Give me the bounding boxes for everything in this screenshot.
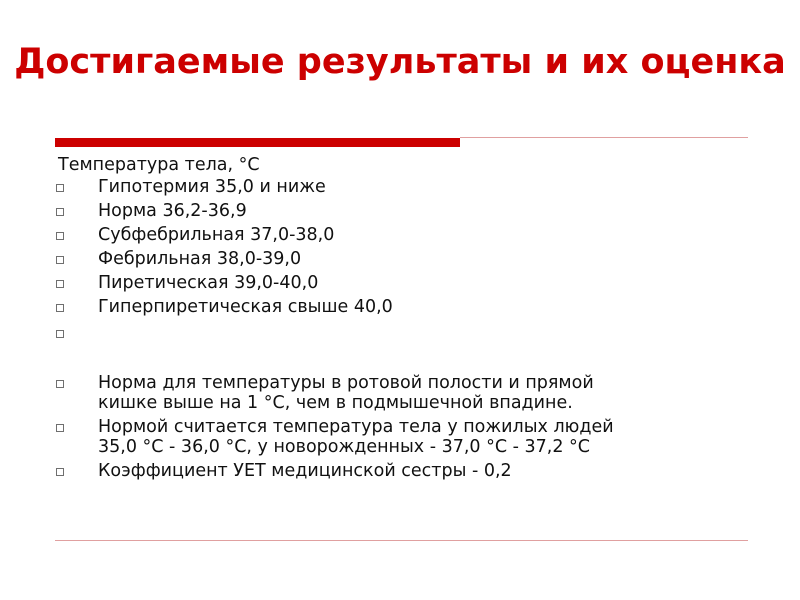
bullet-icon [56, 468, 64, 476]
bottom-rule [55, 540, 748, 541]
list-item-text: Коэффициент УЕТ медицинской сестры - 0,2 [98, 461, 512, 481]
bullet-icon [56, 256, 64, 264]
bullet-icon [56, 208, 64, 216]
list-item-text: Нормой считается температура тела у пожилых людей 35,0 °С - 36,0 °С, у новорожденных - 37,0 °С - 37,2 °С [98, 417, 614, 457]
bullet-icon [56, 380, 64, 388]
list-item-text: Гиперпиретическая свыше 40,0 [98, 297, 393, 317]
title-underline-bar [55, 138, 460, 147]
bullet-icon [56, 304, 64, 312]
bullet-icon [56, 424, 64, 432]
list-item-text: Субфебрильная 37,0-38,0 [98, 225, 335, 245]
list-item-text: Пиретическая 39,0-40,0 [98, 273, 319, 293]
bullet-icon [56, 184, 64, 192]
bullet-icon [56, 232, 64, 240]
bullet-icon [56, 280, 64, 288]
slide-title: Достигаемые результаты и их оценка [14, 42, 786, 82]
title-underline-rule [460, 137, 748, 138]
list-item-text: Норма 36,2-36,9 [98, 201, 247, 221]
list-heading: Температура тела, °С [58, 155, 260, 175]
list-item-text: Норма для температуры в ротовой полости и прямой кишке выше на 1 °С, чем в подмышечной впадине. [98, 373, 594, 413]
list-item-text: Фебрильная 38,0-39,0 [98, 249, 302, 269]
list-item-text: Гипотермия 35,0 и ниже [98, 177, 326, 197]
bullet-icon [56, 330, 64, 338]
